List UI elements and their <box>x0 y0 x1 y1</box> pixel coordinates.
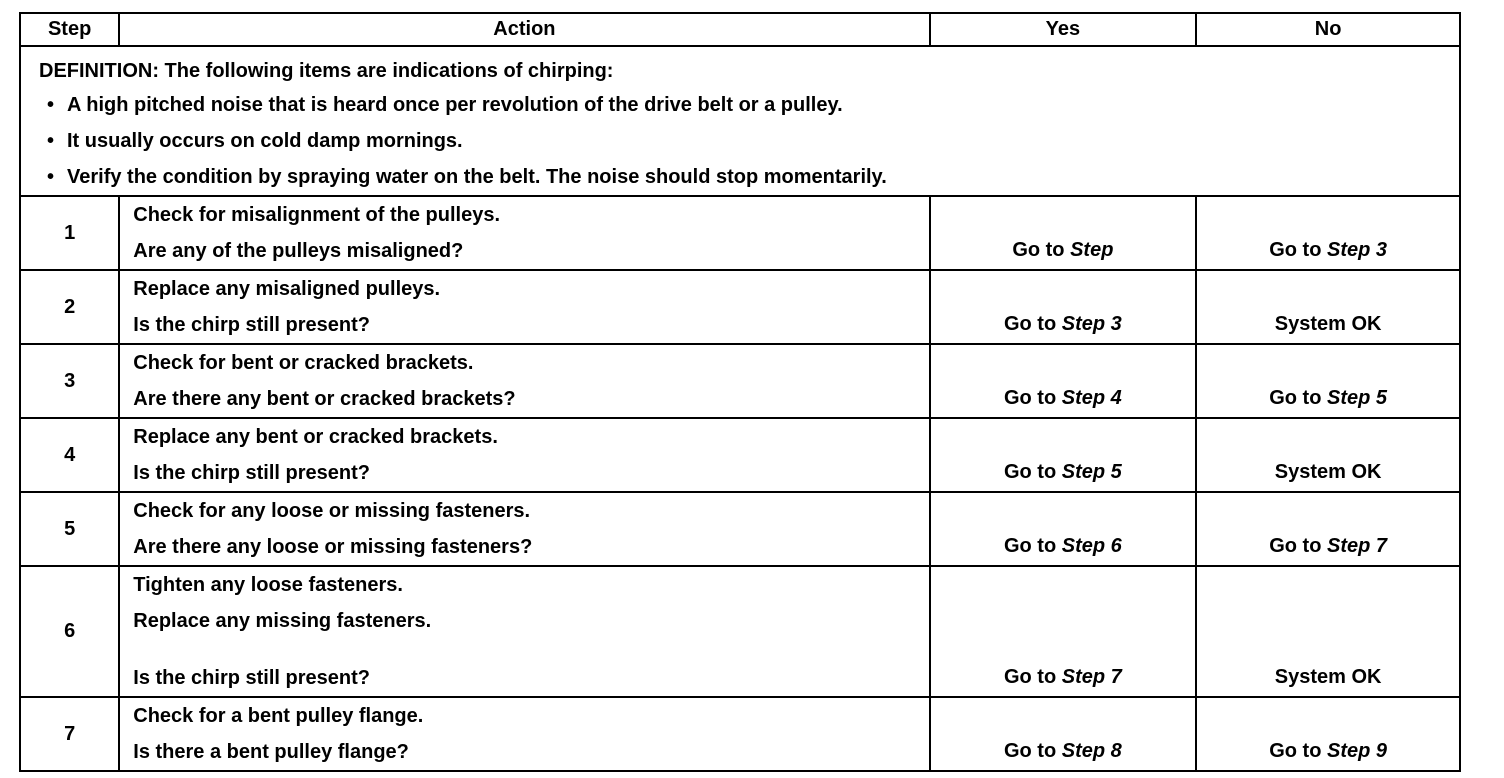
step-reference: Step 8 <box>1061 740 1122 762</box>
action-line: Check for misalignment of the pulleys. <box>133 204 501 226</box>
definition-row <box>20 46 1460 196</box>
action-line: Are any of the pulleys misaligned? <box>133 240 464 262</box>
no-result <box>1196 566 1460 697</box>
go-to-label: Go to <box>1269 740 1322 762</box>
action-cell <box>119 270 929 344</box>
definition-title: DEFINITION: The following items are indications of chirping: <box>39 60 614 82</box>
action-cell <box>119 196 929 270</box>
go-to-label: Go to <box>1003 740 1057 762</box>
step-number: 2 <box>20 270 119 344</box>
action-line: Is there a bent pulley flange? <box>133 741 409 763</box>
go-to-label: Go to <box>1269 387 1322 409</box>
step-reference: Step 7 <box>1061 666 1122 688</box>
header-step: Step <box>20 13 119 46</box>
header-action: Action <box>119 13 929 46</box>
definition-item-text: It usually occurs on cold damp mornings. <box>67 130 463 152</box>
action-line: Check for bent or cracked brackets. <box>133 352 474 374</box>
definition-item-text: A high pitched noise that is heard once per revolution of the drive belt or a pulley. <box>67 94 843 116</box>
go-to-label: Go to <box>1003 666 1057 688</box>
yes-result <box>930 566 1197 697</box>
table-row <box>20 566 1460 697</box>
result-text: System OK <box>1274 461 1382 483</box>
table-row <box>20 344 1460 418</box>
no-result <box>1196 344 1460 418</box>
table-row <box>20 697 1460 771</box>
yes-result <box>930 697 1197 771</box>
action-line: Replace any bent or cracked brackets. <box>133 426 498 448</box>
bullet-icon: • <box>47 166 55 188</box>
bullet-icon: • <box>47 130 55 152</box>
step-number: 5 <box>20 492 119 566</box>
yes-result <box>930 196 1197 270</box>
step-number: 6 <box>20 566 119 697</box>
action-spacer <box>133 639 928 660</box>
go-to-label: Go to <box>1003 387 1057 409</box>
definition-item <box>39 123 1459 159</box>
action-line: Are there any bent or cracked brackets? <box>133 388 516 410</box>
action-cell <box>119 344 929 418</box>
table-row <box>20 270 1460 344</box>
definition-item-text: Verify the condition by spraying water on the belt. The noise should stop momentarily. <box>67 166 887 188</box>
step-reference: Step 7 <box>1327 535 1388 557</box>
action-line: Are there any loose or missing fasteners? <box>133 536 533 558</box>
header-yes: Yes <box>930 13 1197 46</box>
action-cell <box>119 566 929 697</box>
step-number: 7 <box>20 697 119 771</box>
no-result <box>1196 418 1460 492</box>
step-reference: Step <box>1070 239 1114 261</box>
step-reference: Step 3 <box>1327 239 1388 261</box>
step-number: 1 <box>20 196 119 270</box>
bullet-icon: • <box>47 94 55 116</box>
no-result <box>1196 697 1460 771</box>
action-line: Replace any misaligned pulleys. <box>133 278 441 300</box>
step-reference: Step 3 <box>1061 313 1122 335</box>
table-row <box>20 418 1460 492</box>
go-to-label: Go to <box>1269 239 1322 261</box>
header-row <box>20 13 1460 46</box>
step-reference: Step 5 <box>1061 461 1122 483</box>
go-to-label: Go to <box>1012 239 1065 261</box>
definition-cell <box>20 46 1460 196</box>
table-row <box>20 492 1460 566</box>
go-to-label: Go to <box>1269 535 1322 557</box>
yes-result <box>930 492 1197 566</box>
diagnostic-table <box>19 12 1461 772</box>
yes-result <box>930 344 1197 418</box>
definition-list <box>39 87 1459 195</box>
definition-item <box>39 87 1459 123</box>
step-number: 3 <box>20 344 119 418</box>
action-line: Is the chirp still present? <box>133 667 370 689</box>
table-row <box>20 196 1460 270</box>
yes-result <box>930 418 1197 492</box>
definition-item <box>39 159 1459 195</box>
step-number: 4 <box>20 418 119 492</box>
no-result <box>1196 196 1460 270</box>
result-text: System OK <box>1274 313 1382 335</box>
yes-result <box>930 270 1197 344</box>
step-reference: Step 4 <box>1061 387 1122 409</box>
action-line: Check for any loose or missing fasteners. <box>133 500 531 522</box>
no-result <box>1196 492 1460 566</box>
action-line: Check for a bent pulley flange. <box>133 705 424 727</box>
action-cell <box>119 492 929 566</box>
step-reference: Step 9 <box>1327 740 1388 762</box>
go-to-label: Go to <box>1003 535 1057 557</box>
go-to-label: Go to <box>1003 313 1057 335</box>
result-text: System OK <box>1274 666 1382 688</box>
action-cell <box>119 418 929 492</box>
go-to-label: Go to <box>1003 461 1057 483</box>
action-cell <box>119 697 929 771</box>
step-reference: Step 6 <box>1061 535 1122 557</box>
action-line: Is the chirp still present? <box>133 462 370 484</box>
action-line: Tighten any loose fasteners. <box>133 574 403 596</box>
no-result <box>1196 270 1460 344</box>
header-no: No <box>1196 13 1460 46</box>
step-reference: Step 5 <box>1327 387 1388 409</box>
action-line: Replace any missing fasteners. <box>133 610 432 632</box>
action-line: Is the chirp still present? <box>133 314 370 336</box>
